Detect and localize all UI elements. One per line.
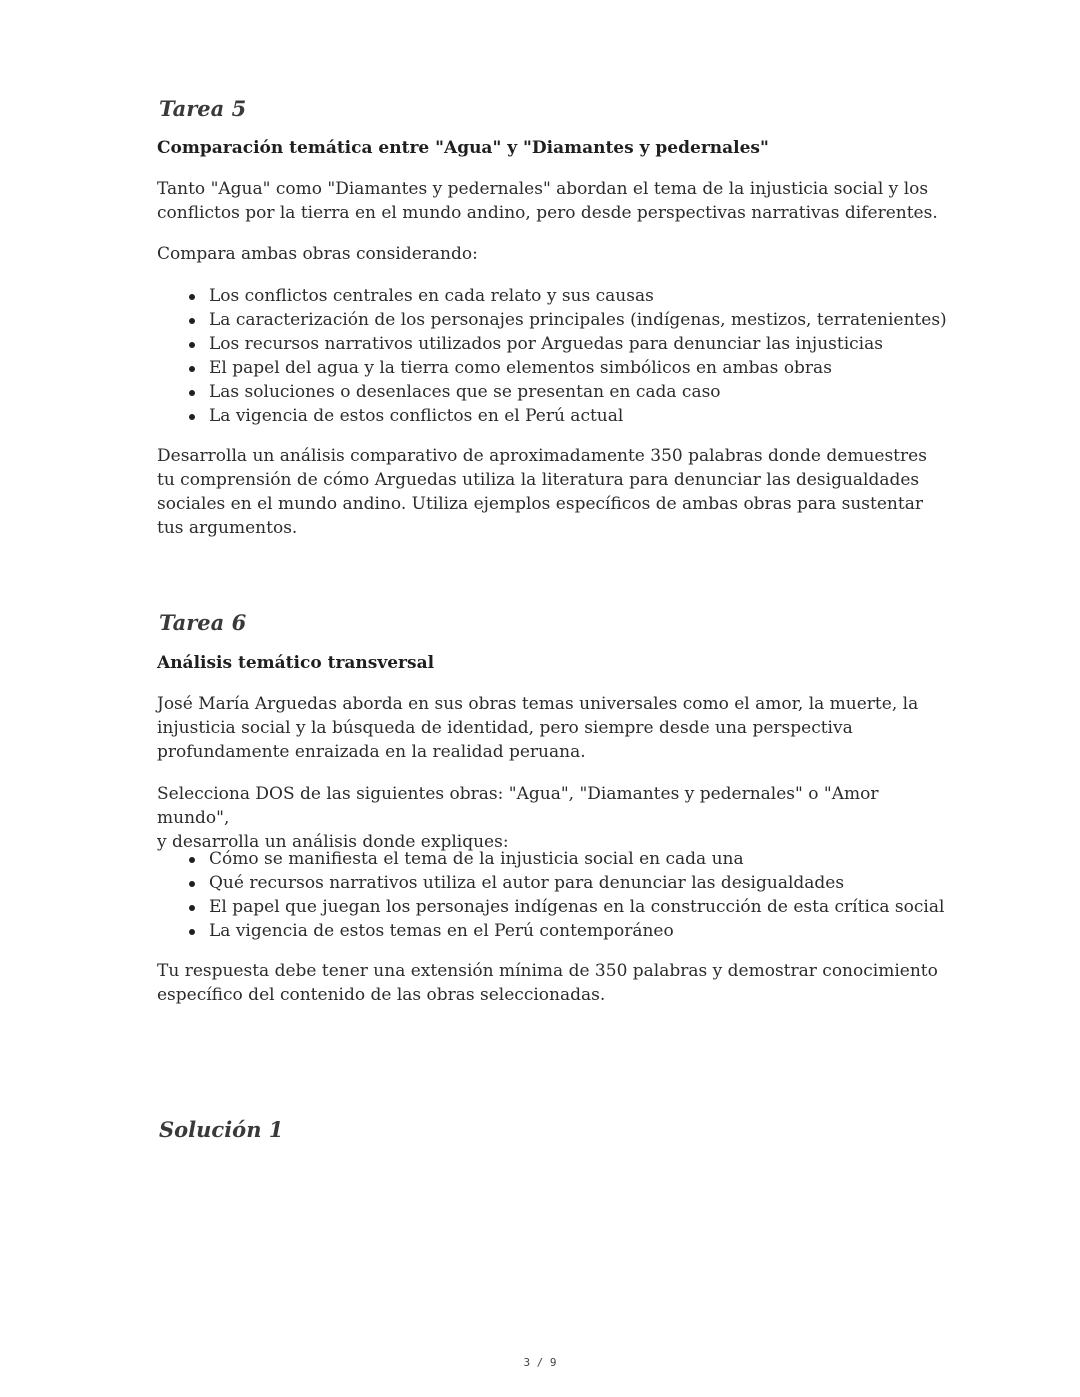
text-line: tus argumentos.: [157, 518, 298, 538]
text-line: específico del contenido de las obras seleccionadas.: [157, 985, 606, 1005]
text-line: José María Arguedas aborda en sus obras temas universales como el amor, la muerte, la: [157, 694, 919, 714]
list-item: La vigencia de estos conflictos en el Perú actual: [189, 404, 947, 428]
list-item: La vigencia de estos temas en el Perú contemporáneo: [189, 919, 944, 943]
text-line: Tanto "Agua" como "Diamantes y pedernales" abordan el tema de la injusticia social y los: [157, 179, 929, 199]
tarea-5-subtitle: Comparación temática entre "Agua" y "Diamantes y pedernales": [157, 138, 769, 158]
solucion-1-heading: Solución 1: [159, 1117, 284, 1142]
text-line: profundamente enraizada en la realidad peruana.: [157, 742, 586, 762]
tarea-6-prompt: [157, 782, 947, 854]
list-item: Las soluciones o desenlaces que se presentan en cada caso: [189, 380, 947, 404]
list-item: Los conflictos centrales en cada relato y sus causas: [189, 284, 947, 308]
tarea-6-bullet-list: [189, 847, 944, 943]
tarea-6-intro: [157, 692, 947, 764]
text-line: Tu respuesta debe tener una extensión mínima de 350 palabras y demostrar conocimiento: [157, 961, 938, 981]
tarea-5-bullet-list: [189, 284, 947, 428]
text-line: sociales en el mundo andino. Utiliza ejemplos específicos de ambas obras para sustentar: [157, 494, 923, 514]
tarea-6-closing: [157, 959, 947, 1007]
text-line: tu comprensión de cómo Arguedas utiliza la literatura para denunciar las desigualdades: [157, 470, 920, 490]
tarea-6-subtitle: Análisis temático transversal: [157, 653, 435, 673]
text-line: injusticia social y la búsqueda de identidad, pero siempre desde una perspectiva: [157, 718, 853, 738]
tarea-6-heading: Tarea 6: [159, 610, 247, 635]
tarea-5-heading: Tarea 5: [159, 96, 247, 121]
text-line: Desarrolla un análisis comparativo de aproximadamente 350 palabras donde demuestres: [157, 446, 927, 466]
list-item: El papel del agua y la tierra como elementos simbólicos en ambas obras: [189, 356, 947, 380]
list-item: Qué recursos narrativos utiliza el autor para denunciar las desigualdades: [189, 871, 944, 895]
tarea-5-prompt: Compara ambas obras considerando:: [157, 244, 478, 264]
tarea-5-intro: [157, 177, 947, 225]
text-line: Selecciona DOS de las siguientes obras: "Agua", "Diamantes y pedernales" o "Amor mundo",: [157, 784, 879, 828]
list-item: La caracterización de los personajes principales (indígenas, mestizos, terratenientes): [189, 308, 947, 332]
list-item: El papel que juegan los personajes indígenas en la construcción de esta crítica social: [189, 895, 944, 919]
list-item: Cómo se manifiesta el tema de la injusticia social en cada una: [189, 847, 944, 871]
text-line: y desarrolla un análisis donde expliques:: [157, 832, 509, 852]
page-number: 3 / 9: [523, 1356, 557, 1369]
text-line: conflictos por la tierra en el mundo andino, pero desde perspectivas narrativas diferentes.: [157, 203, 938, 223]
list-item: Los recursos narrativos utilizados por Arguedas para denunciar las injusticias: [189, 332, 947, 356]
tarea-5-closing: [157, 444, 947, 540]
